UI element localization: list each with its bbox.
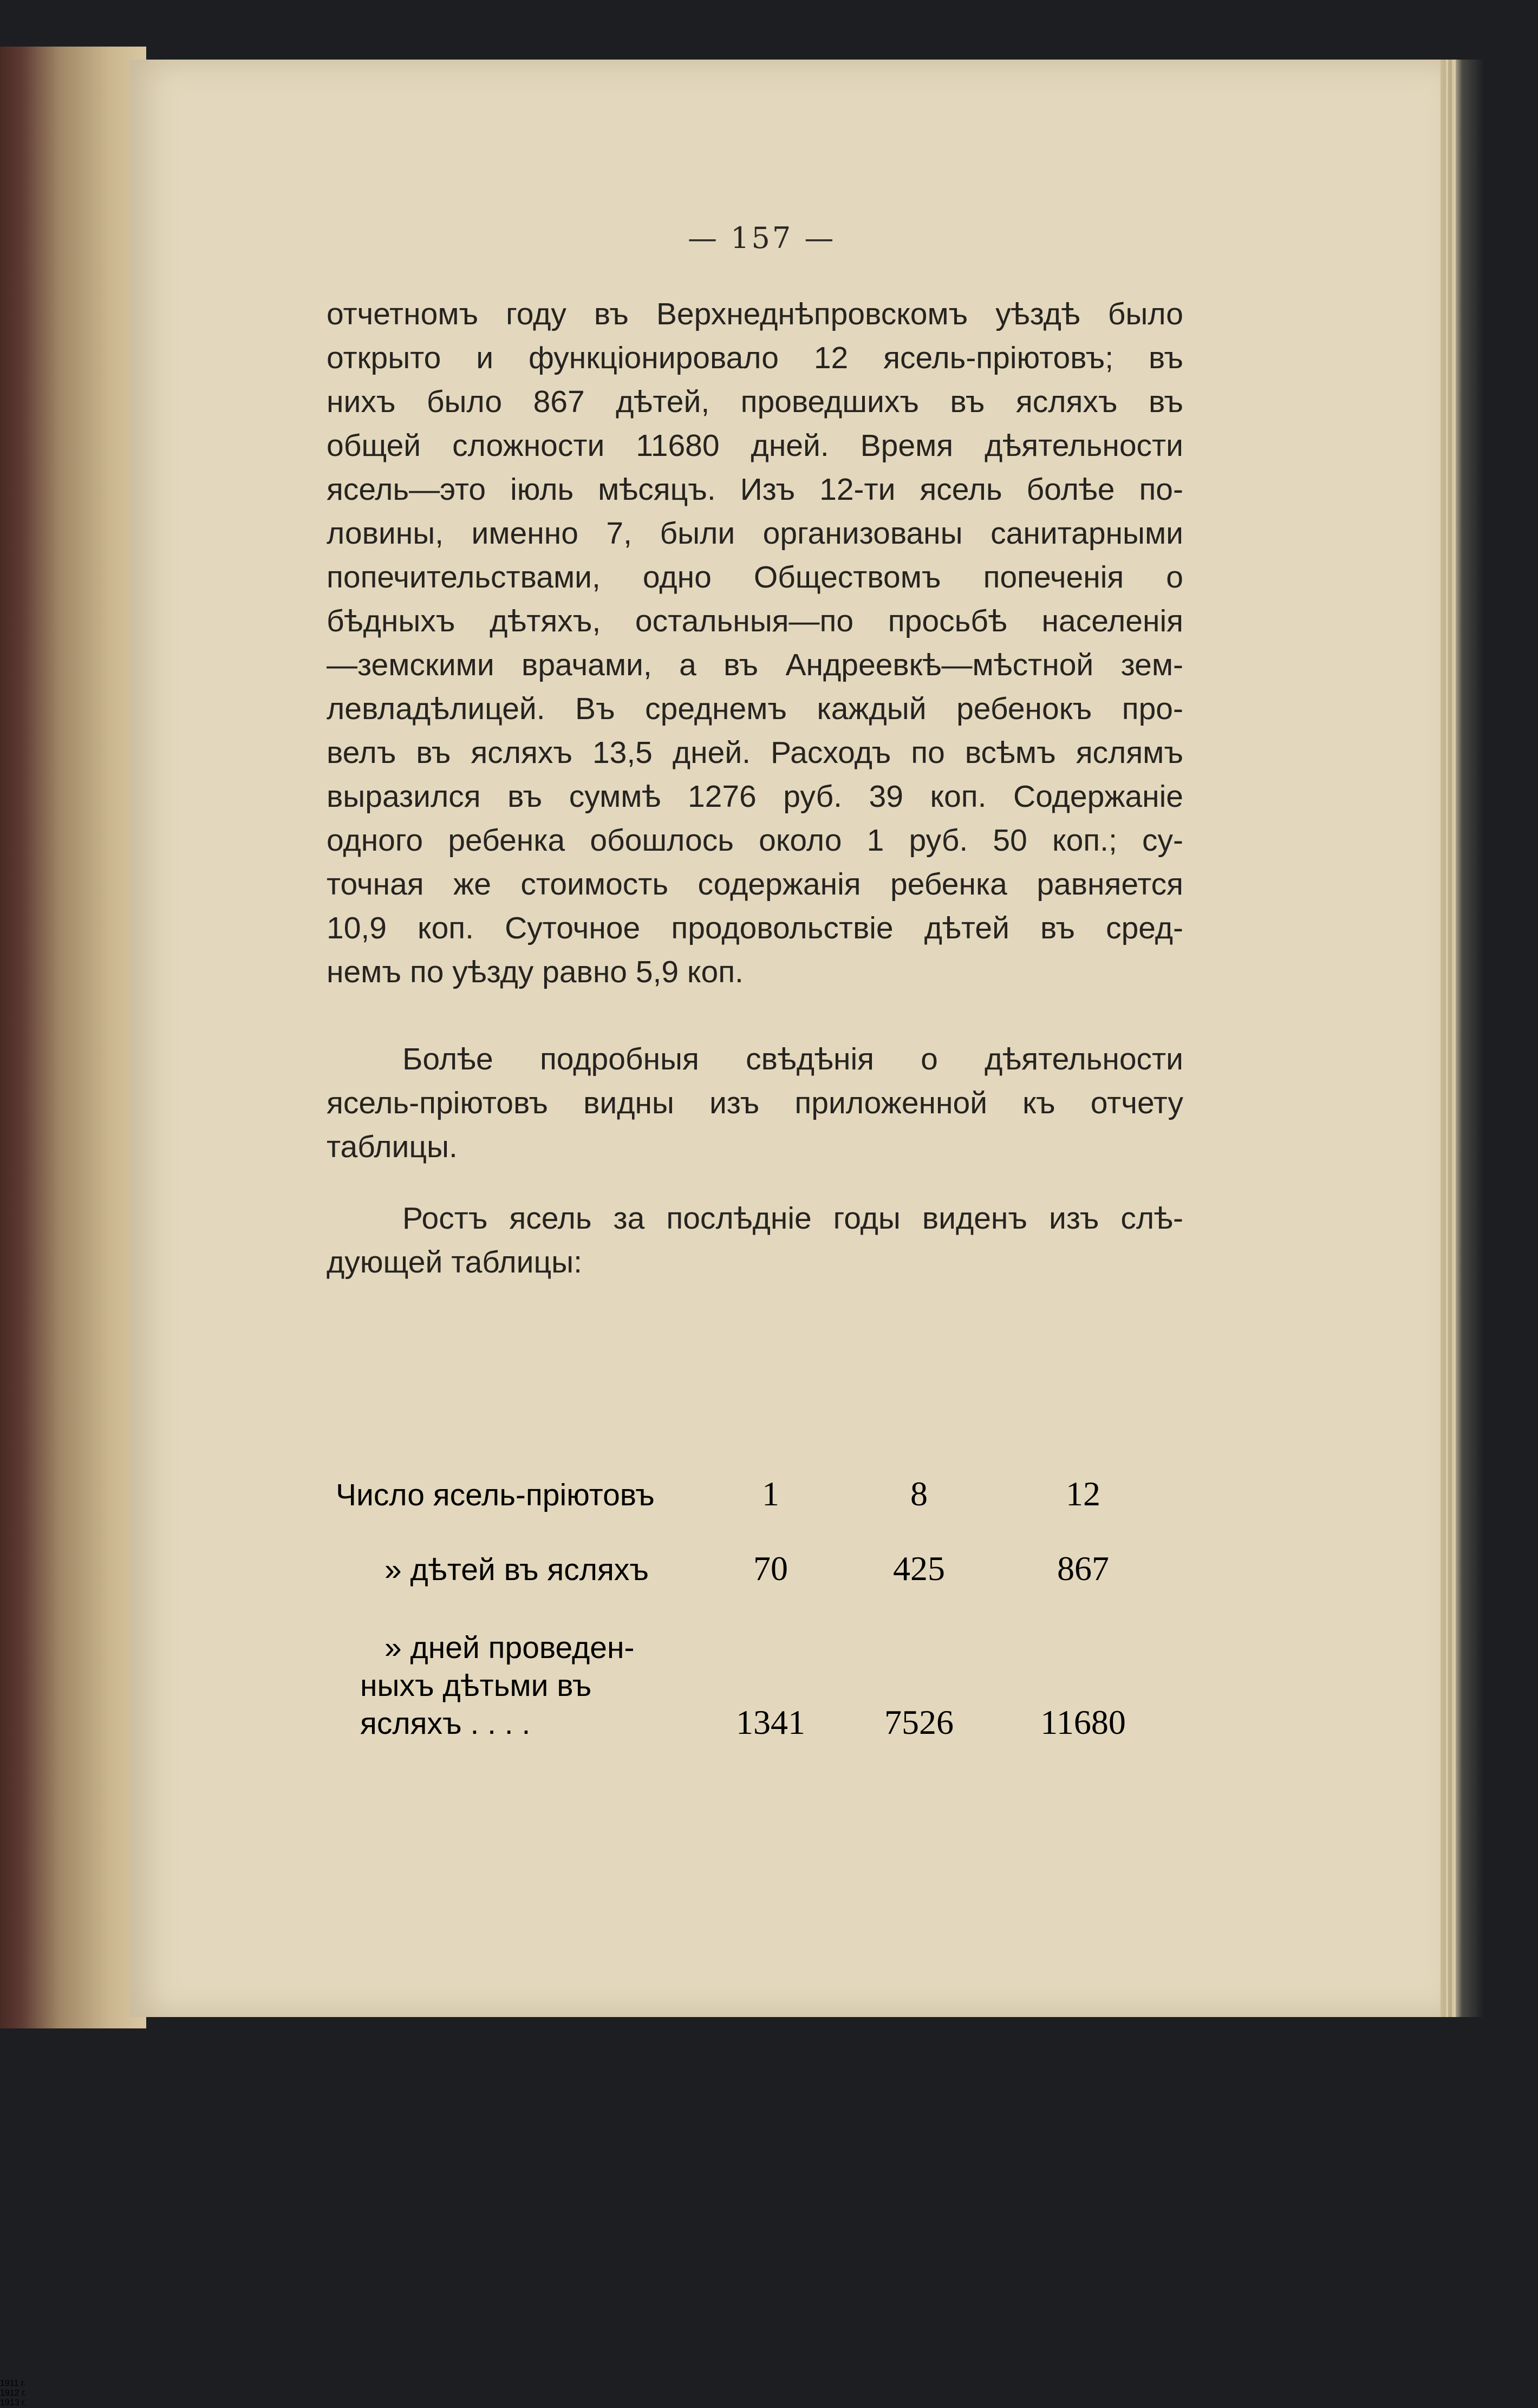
row-label: Число ясель-пріютовъ bbox=[336, 1478, 655, 1512]
text-line: попечительствами, одно Обществомъ попеченія о bbox=[327, 560, 1183, 595]
table-cell: 12 bbox=[1066, 1474, 1100, 1513]
text-line: велъ въ ясляхъ 13,5 дней. Расходъ по всѣмъ яслямъ bbox=[327, 735, 1183, 770]
text-line: ясель-пріютовъ видны изъ приложенной къ отчету bbox=[327, 1086, 1183, 1120]
text-line: выразился въ суммѣ 1276 руб. 39 коп. Содержаніе bbox=[327, 779, 1183, 814]
text-line: ловины, именно 7, были организованы санитарными bbox=[327, 516, 1183, 551]
text-line: общей сложности 11680 дней. Время дѣятельности bbox=[327, 428, 1183, 463]
paragraph-growth bbox=[327, 1197, 1183, 1284]
table-header-1912: 1912 г. bbox=[0, 2389, 27, 2398]
table-header-1911: 1911 г. bbox=[0, 2379, 26, 2388]
row-label: ясляхъ . . . . bbox=[360, 1706, 531, 1741]
text-line: дующей таблицы: bbox=[327, 1245, 582, 1280]
text-line: бѣдныхъ дѣтяхъ, остальныя—по просьбѣ населенія bbox=[327, 604, 1183, 638]
book-spine-edge bbox=[0, 47, 146, 2028]
table-cell: 867 bbox=[1057, 1549, 1109, 1588]
paragraph-main bbox=[327, 292, 1183, 994]
table-right-border bbox=[0, 1967, 3, 2379]
text-line: Ростъ ясель за послѣдніе годы виденъ изъ слѣ- bbox=[402, 1201, 1183, 1236]
table-cell: 70 bbox=[753, 1549, 788, 1588]
text-line: нихъ было 867 дѣтей, проведшихъ въ ясляхъ въ bbox=[327, 384, 1183, 419]
table-cell: 11680 bbox=[1040, 1703, 1126, 1741]
row-label: » дней проведен- bbox=[384, 1630, 635, 1665]
table-cell: 1 bbox=[762, 1474, 779, 1513]
text-line: 10,9 коп. Суточное продовольствіе дѣтей въ сред- bbox=[327, 911, 1183, 945]
table-header-rule-2 bbox=[0, 6, 834, 7]
text-line: ясель—это іюль мѣсяцъ. Изъ 12-ти ясель болѣе по- bbox=[327, 472, 1183, 507]
table-cell: 7526 bbox=[884, 1703, 954, 1741]
table-cell: 425 bbox=[893, 1549, 945, 1588]
text-line: одного ребенка обошлось около 1 руб. 50 коп.; су- bbox=[327, 823, 1183, 858]
page-stack-edge bbox=[1441, 60, 1484, 2017]
text-line: точная же стоимость содержанія ребенка равняется bbox=[327, 867, 1183, 902]
table-cell: 1341 bbox=[736, 1703, 805, 1741]
text-line: Болѣе подробныя свѣдѣнія о дѣятельности bbox=[402, 1042, 1183, 1076]
table-cell: 8 bbox=[910, 1474, 928, 1513]
text-line: открыто и функціонировало 12 ясель-пріютовъ; въ bbox=[327, 341, 1183, 375]
row-label: ныхъ дѣтьми въ bbox=[360, 1668, 592, 1703]
text-line: немъ по уѣзду равно 5,9 коп. bbox=[327, 955, 744, 989]
page-number: — 157 — bbox=[688, 221, 836, 255]
text-line: таблицы. bbox=[327, 1130, 458, 1164]
table-header-1913: 1913 г. bbox=[0, 2398, 27, 2407]
row-label: » дѣтей въ ясляхъ bbox=[384, 1552, 649, 1587]
table-top-rule bbox=[0, 0, 855, 4]
paragraph-details bbox=[327, 1037, 1183, 1169]
text-line: левладѣлицей. Въ среднемъ каждый ребенокъ про- bbox=[327, 691, 1183, 726]
table-col-divider-2 bbox=[0, 814, 1, 1144]
text-line: —земскими врачами, а въ Андреевкѣ—мѣстной зем- bbox=[327, 648, 1183, 682]
text-line: отчетномъ году въ Верхнеднѣпровскомъ уѣздѣ было bbox=[327, 297, 1183, 331]
